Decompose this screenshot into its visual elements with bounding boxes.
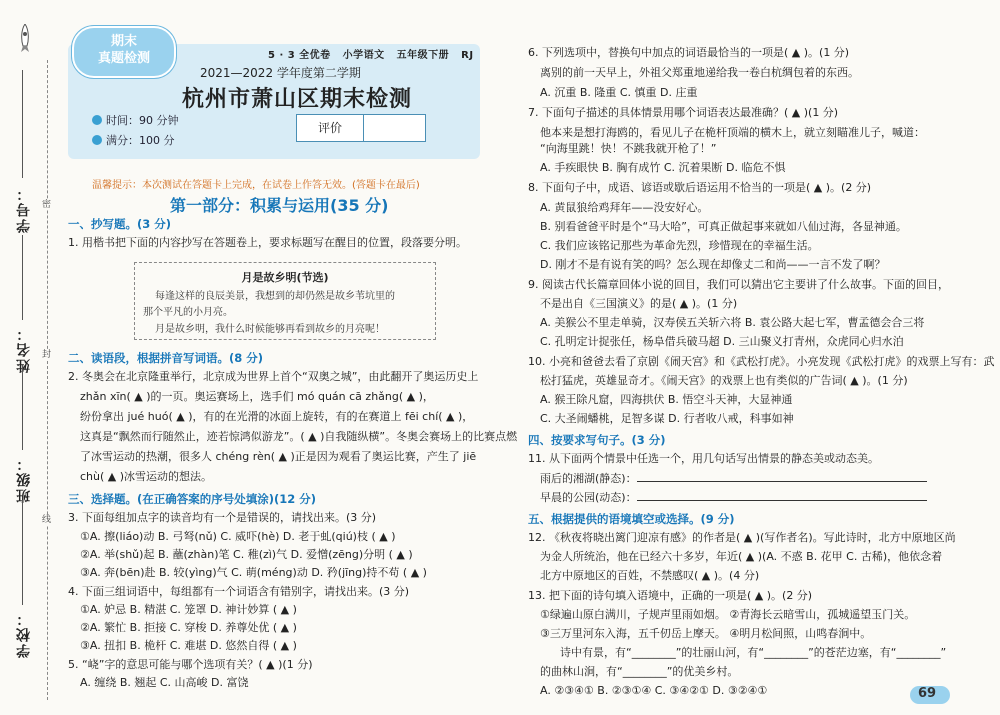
section-2-title: 二、读语段，根据拼音写词语。(8 分): [68, 351, 264, 365]
q6-sentence: 离别的前一天早上，外祖父郑重地递给我一卷白杭绸包着的东西。: [540, 66, 859, 79]
q12-line-1: 12. 《秋夜将晓出篱门迎凉有感》的作者是( ▲ )(写作者名)。写此诗时，北方中原地区尚: [528, 531, 956, 544]
q3-text: 3. 下面每组加点字的读音均有一个是错误的，请找出来。(3 分): [68, 511, 377, 524]
cut-line: [47, 60, 48, 700]
cut-word-mi: 密: [42, 200, 52, 210]
series-subject: 小学语文: [342, 50, 385, 61]
evaluation-box: [296, 114, 426, 142]
q9-line-1: 9. 阅读古代长篇章回体小说的回目，我们可以猜出它主要讲了什么故事。下面的回目，: [528, 278, 949, 291]
q7-sentence-1: 他本来是想打海鸥的，看见儿子在桅杆顶端的横木上，就立刻瞄准儿子，喊道：: [540, 126, 925, 139]
q11-row-1: [540, 472, 927, 486]
section-1-title: 一、抄写题。(3 分): [68, 217, 172, 231]
q4-row-2: ②A. 繁忙 B. 拒接 C. 穿梭 D. 养尊处优 ( ▲ ): [80, 621, 297, 634]
section-4-title: 四、按要求写句子。(3 分): [528, 433, 666, 447]
q5-options: A. 缠绕 B. 翘起 C. 山高峻 D. 富饶: [80, 676, 249, 689]
q10-line-2: 松打猛虎，英雄显奇才。《闹天宫》的戏票上也有类似的广告词( ▲ )。(1 分): [540, 374, 908, 387]
q11-answer-line-1: [637, 481, 927, 482]
q3-row-2: ②A. 举(shǔ)起 B. 蘸(zhàn)笔 C. 稚(zì)气 D. 爱憎(zēng)分明 ( ▲ ): [80, 548, 413, 561]
q10-row-1: A. 猴王除凡窟，四海拱伏 B. 悟空斗天神，大显神通: [540, 393, 793, 406]
q12-line-3: 北方中原地区的百姓，不禁感叹( ▲ )。(4 分): [540, 569, 760, 582]
q12-line-2: 为金人所统治，他在已经六十多岁，年近( ▲ )(A. 不惑 B. 花甲 C. 古稀)，他依念着: [540, 550, 943, 563]
score-info: [92, 132, 175, 148]
school-year: 2021—2022 学年度第二学期: [200, 66, 361, 80]
q7-sentence-2: “向海里跳！快！不跳我就开枪了！”: [540, 142, 717, 155]
q3-row-3: ③A. 奔(bēn)赴 B. 较(yìng)气 C. 萌(méng)动 D. 矜(jīng)持不苟 ( ▲ ): [80, 566, 427, 579]
section-3-title: 三、选择题。(在正确答案的序号处填涂)(12 分): [68, 492, 317, 506]
poem-box: [134, 262, 436, 340]
q2-line-6: chù( ▲ )冰雪运动的想法。: [80, 470, 213, 483]
exam-badge: [72, 26, 176, 78]
q5-text: 5. “峣”字的意思可能与哪个选项有关？( ▲ )(1 分): [68, 658, 313, 671]
series-edition: RJ: [461, 50, 474, 61]
part-one-title: 第一部分：积累与运用(35 分): [170, 196, 389, 215]
poem-line-2: 那个平凡的小月亮。: [143, 307, 233, 318]
q2-line-1: 2. 冬奥会在北京隆重举行，北京成为世界上首个“双奥之城”，由此翻开了奥运历史上: [68, 370, 479, 383]
cut-word-xian: 线: [42, 515, 52, 525]
q3-row-1: ①A. 擦(liáo)动 B. 弓弩(nǔ) C. 威吓(hè) D. 老于虬(qiú)枝 ( ▲ ): [80, 530, 396, 543]
series-grade: 五年级下册: [396, 50, 450, 61]
student-id-line: [22, 70, 23, 178]
evaluation-blank: [364, 115, 425, 141]
time-text: 时间：90 分钟: [106, 114, 179, 127]
poem-line-1: 每逢这样的良辰美景，我想到的却仍然是故乡苇坑里的: [155, 291, 395, 302]
name-line: [22, 235, 23, 320]
badge-line1: 期末: [110, 34, 137, 49]
q11-answer-line-2: [637, 500, 927, 501]
school-line: [22, 500, 23, 605]
student-id-label: 学号：: [16, 185, 32, 233]
q13-sentence-1: 诗中有景，有“________”的壮丽山河，有“________”的苍茫边塞，有“________”: [560, 646, 947, 659]
q9-row-2: C. 孔明定计捉张任，杨阜借兵破马超 D. 三山聚义打青州，众虎同心归水泊: [540, 335, 904, 348]
q10-row-2: C. 大圣闹蟠桃，足智多谋 D. 行者收八戒，科事如神: [540, 412, 794, 425]
q11-scene-1: 雨后的湘湖(静态)：: [540, 472, 637, 485]
series-brand: 5 · 3 全优卷: [268, 50, 331, 61]
time-info: [92, 112, 179, 128]
badge-line2: 真题检测: [97, 51, 150, 66]
q13-options: A. ②③④① B. ②③①④ C. ③④②① D. ③②④①: [540, 684, 768, 697]
class-line: [22, 365, 23, 450]
page-number: 69: [918, 686, 937, 701]
q2-line-3: 纷份拿出 jué huó( ▲ )，有的在光滑的冰面上旋转，有的在赛道上 fēi chí( ▲ )，: [80, 410, 474, 423]
q11-scene-2: 早晨的公园(动态)：: [540, 491, 637, 504]
clock-icon: [92, 115, 102, 125]
q9-row-1: A. 美猴公不里走单骑，汉寿侯五关斩六将 B. 袁公路大起七军，曹孟德会合三将: [540, 316, 925, 329]
q1-text: 1. 用楷书把下面的内容抄写在答题卷上，要求标题写在醒目的位置，段落要分明。: [68, 236, 467, 249]
check-icon: [92, 135, 102, 145]
name-label: 姓名：: [16, 325, 32, 373]
q7-text: 7. 下面句子描述的具体情景用哪个词语表达最准确？( ▲ )(1 分): [528, 106, 839, 119]
q6-options: A. 沉重 B. 隆重 C. 慎重 D. 庄重: [540, 86, 698, 99]
q11-row-2: [540, 491, 927, 505]
q13-sentence-2: 的曲林山涧，有“________”的优美乡村。: [540, 665, 739, 678]
q8-option-c: C. 我们应该铭记那些为革命先烈，珍惜现在的幸福生活。: [540, 239, 819, 252]
q7-options: A. 手疾眼快 B. 胸有成竹 C. 沉着果断 D. 临危不惧: [540, 161, 786, 174]
school-label: 学校：: [16, 610, 32, 658]
q8-option-a: A. 黄鼠狼给鸡拜年——没安好心。: [540, 201, 709, 214]
q2-line-4: 这真是“飘然而行随然止，迹若惊鸿似游龙”。( ▲ )自我随纵横”。冬奥会赛场上的比赛点燃: [80, 430, 518, 443]
class-label: 班级：: [16, 455, 32, 503]
q8-text: 8. 下面句子中，成语、谚语或歇后语运用不恰当的一项是( ▲ )。(2 分): [528, 181, 872, 194]
exam-title: 杭州市萧山区期末检测: [182, 87, 413, 112]
q9-line-2: 不是出自《三国演义》的是( ▲ )。(1 分): [540, 297, 738, 310]
series-info: [268, 46, 482, 61]
q10-line-1: 10. 小亮和爸爸去看了京剧《闹天宫》和《武松打虎》。小亮发现《武松打虎》的戏票上写有：武: [528, 355, 995, 368]
rocket-icon: [18, 24, 32, 54]
q13-row-1: ①绿遍山原白满川，子规声里雨如烟。 ②青海长云暗雪山，孤城遥望玉门关。: [540, 608, 916, 621]
binding-margin: [0, 0, 58, 715]
section-5-title: 五、根据提供的语境填空或选择。(9 分): [528, 512, 735, 526]
q4-text: 4. 下面三组词语中，每组都有一个词语含有错别字，请找出来。(3 分): [68, 585, 410, 598]
q2-line-2: zhǎn xīn( ▲ )的一页。奥运赛场上，选手们 mó quán cā zhǎng( ▲ )，: [80, 390, 434, 403]
q6-text: 6. 下列选项中，替换句中加点的词语最恰当的一项是( ▲ )。(1 分): [528, 46, 850, 59]
poem-line-3: 月是故乡明，我什么时候能够再看到故乡的月亮呢！: [155, 324, 385, 335]
evaluation-label: 评价: [297, 115, 364, 141]
cut-word-feng: 封: [42, 350, 52, 360]
q8-option-b: B. 别看爸爸平时是个“马大哈”，可真正做起事来就如八仙过海，各显神通。: [540, 220, 907, 233]
warm-tip: 温馨提示：本次测试在答题卡上完成，在试卷上作答无效。(答题卡在最后): [92, 180, 420, 191]
q8-option-d: D. 刚才不是有说有笑的吗？怎么现在却像丈二和尚——一言不发了啊？: [540, 258, 886, 271]
q11-text: 11. 从下面两个情景中任选一个，用几句话写出情景的静态美或动态美。: [528, 452, 879, 465]
score-text: 满分：100 分: [106, 134, 175, 147]
q4-row-3: ③A. 扭扣 B. 桅杆 C. 难堪 D. 悠然自得 ( ▲ ): [80, 639, 297, 652]
q2-line-5: 了冰雪运动的热潮，很多人 chéng rèn( ▲ )正是因为观看了奥运比赛，产生了 jiē: [80, 450, 477, 463]
poem-title: 月是故乡明(节选): [241, 271, 329, 284]
q4-row-1: ①A. 妒忌 B. 精湛 C. 笼罩 D. 神计妙算 ( ▲ ): [80, 603, 297, 616]
q13-row-2: ③三万里河东入海，五千仞岳上摩天。 ④明月松间照，山鸣春涧中。: [540, 627, 872, 640]
q13-text: 13. 把下面的诗句填入语境中，正确的一项是( ▲ )。(2 分): [528, 589, 813, 602]
